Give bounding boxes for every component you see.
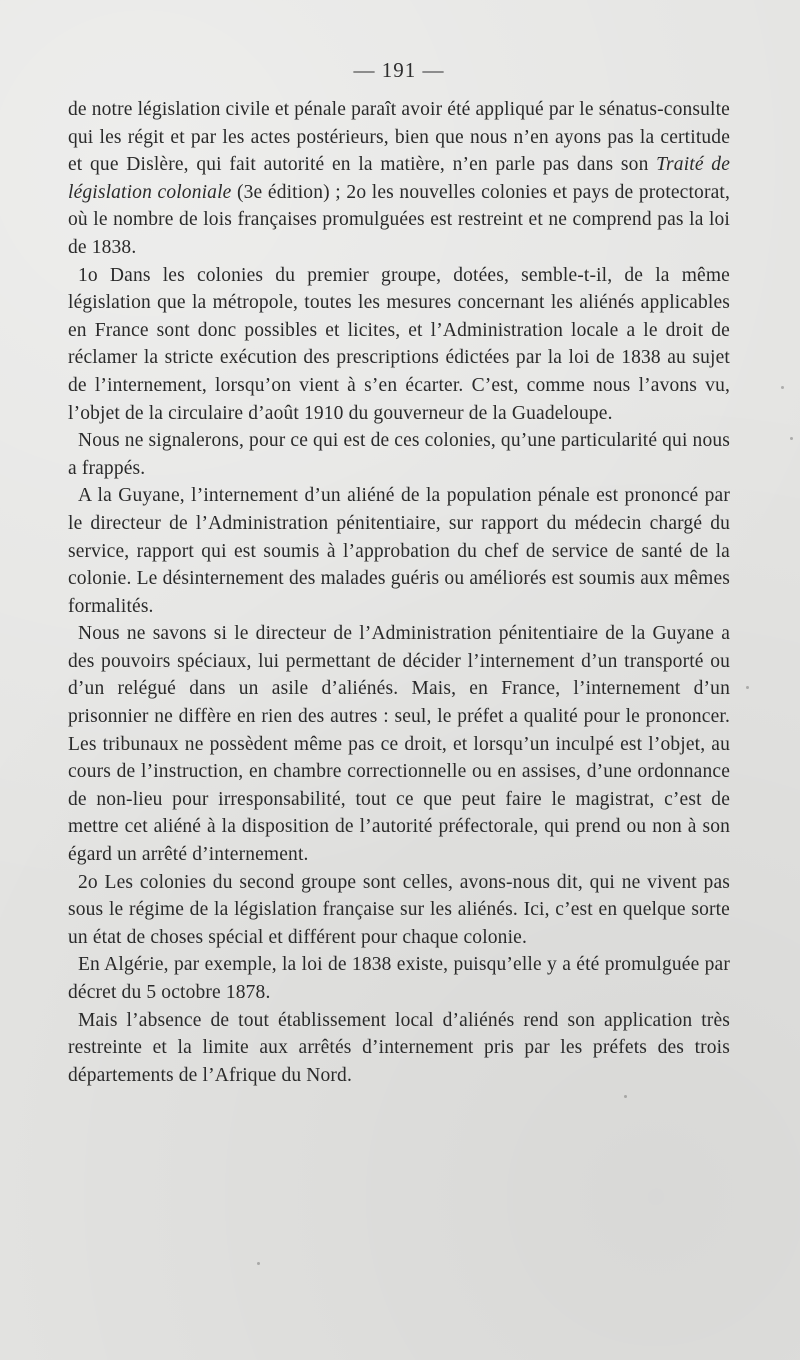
paragraph-6: 2o Les colonies du second groupe sont celles, avons-nous dit, qui ne vivent pas sous le régime de la législation française sur les aliénés. Ici, c’est en quelque sorte un état de choses spécial et différent pour chaque colonie. <box>68 871 730 948</box>
paper-speck <box>432 690 435 693</box>
paragraph-1 <box>68 96 730 262</box>
paragraph-2: 1o Dans les colonies du premier groupe, dotées, semble-t-il, de la même législation que la métropole, toutes les mesures concernant les aliénés applicables en France sont donc possibles et licites, et l’Administration locale a le droit de réclamer la stricte exécution des prescriptions édictées par la loi de 1838 au sujet de l’internement, lorsqu’on vient à s’en écarter. C’est, comme nous l’avons vu, l’objet de la circulaire d’août 1910 du gouverneur de la Guadeloupe. <box>68 264 730 424</box>
paragraph-5: Nous ne savons si le directeur de l’Administration pénitentiaire de la Guyane a des pouvoirs spéciaux, lui permettant de décider l’internement d’un transporté ou d’un relégué dans un asile d’aliénés. Mais, en France, l’internement d’un prisonnier ne diffère en rien des autres : seul, le préfet a qualité pour le prononcer. Les tribunaux ne possèdent même pas ce droit, et lorsqu’un inculpé est l’objet, au cours de l’instruction, en chambre correctionnelle ou en assises, d’une ordonnance de non-lieu pour irresponsabilité, tout ce que peut faire le magistrat, c’est de mettre cet aliéné à la disposition de l’autorité préfectorale, qui prend ou non à son égard un arrêté d’internement. <box>68 623 730 866</box>
page-number: — 191 — <box>353 58 445 82</box>
book-title: Traité de législation coloniale <box>68 154 730 203</box>
paragraph-8: Mais l’absence de tout établissement local d’aliénés rend son application très restreinte et la limite aux arrêtés d’internement pris par les préfets des trois départements de l’Afrique du Nord. <box>68 1009 730 1086</box>
paper-speck <box>781 386 784 389</box>
paper-speck <box>746 686 749 689</box>
paper-speck <box>257 1262 260 1265</box>
paper-speck <box>416 272 419 275</box>
paragraph-1-part-2: (3e édition) ; 2o les nouvelles colonies et pays de protectorat, où le nombre de lois françaises promulguées est restreint et ne comprend pas la loi de 1838. <box>68 181 730 258</box>
body-text <box>68 96 730 1089</box>
paper-speck <box>790 437 793 440</box>
paragraph-4: A la Guyane, l’internement d’un aliéné de la population pénale est prononcé par le directeur de l’Administration pénitentiaire, sur rapport du médecin chargé du service, rapport qui est soumis à l’approbation du chef de service de santé de la colonie. Le désinternement des malades guéris ou améliorés est soumis aux mêmes formalités. <box>68 485 730 617</box>
paper-speck <box>624 1095 627 1098</box>
paragraph-7: En Algérie, par exemple, la loi de 1838 existe, puisqu’elle y a été promulguée par décret du 5 octobre 1878. <box>68 954 730 1003</box>
paragraph-1-part-1: de notre législation civile et pénale paraît avoir été appliqué par le sénatus-consulte qui les régit et par les actes postérieurs, bien que nous n’en ayons pas la certitude et que Dislère, qui fait autorité en la matière, n’en parle pas dans son <box>68 99 730 176</box>
paragraph-3: Nous ne signalerons, pour ce qui est de ces colonies, qu’une particularité qui nous a frappés. <box>68 430 730 479</box>
